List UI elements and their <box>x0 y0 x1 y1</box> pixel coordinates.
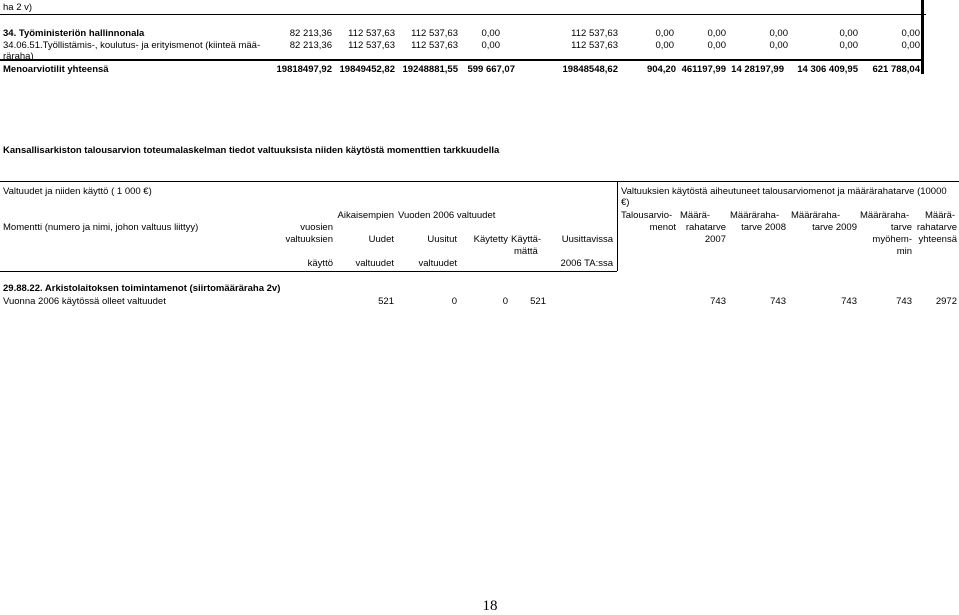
col-maara5-3: yhteensä <box>918 234 957 245</box>
col-vuoden-2006: Vuoden 2006 valtuudet <box>398 210 496 221</box>
cell-uusitut: 0 <box>502 296 508 307</box>
col-maara3-2: tarve 2009 <box>812 222 857 233</box>
cell: 0,00 <box>839 28 858 39</box>
cell: 19849452,82 <box>339 64 395 75</box>
top-note: ha 2 v) <box>3 2 33 13</box>
col-aikaisempien-4: käyttö <box>307 258 333 269</box>
table1-right-border <box>921 0 924 74</box>
cell-kaytetty: 521 <box>530 296 546 307</box>
cell: 461197,99 <box>681 64 726 75</box>
cell: 0,00 <box>655 28 674 39</box>
col-maara4-4: min <box>896 246 912 257</box>
cell: 0,00 <box>839 40 858 51</box>
col-moment: Momentti (numero ja nimi, johon valtuus liittyy) <box>3 222 199 233</box>
cell: 599 667,07 <box>467 64 515 75</box>
row-label: 34.06.51.Työllistämis-, koulutus- ja erityismenot (kiinteä mää- <box>3 40 261 51</box>
cell: 112 537,63 <box>571 40 618 51</box>
cell: 19248881,55 <box>402 64 458 75</box>
table2-header-bottom <box>0 271 617 272</box>
col-maara4-2: tarve <box>890 222 912 233</box>
col-aikaisempien: Aikaisempien <box>337 210 394 221</box>
col-kayttamatta-2: mättä <box>514 246 538 257</box>
cell: 112 537,63 <box>411 40 458 51</box>
cell: 0,00 <box>769 28 788 39</box>
col-talousarvio: Talousarvio- <box>621 210 673 221</box>
cell: 0,00 <box>769 40 788 51</box>
col-uudet: Uudet <box>368 234 394 245</box>
cell: 112 537,63 <box>348 28 395 39</box>
col-maara3: Määräraha- <box>791 210 841 221</box>
col-uudet-2: valtuudet <box>355 258 394 269</box>
cell: 112 537,63 <box>571 28 618 39</box>
cell: 0,00 <box>707 40 726 51</box>
cell: 0,00 <box>901 28 920 39</box>
cell: 82 213,36 <box>289 40 332 51</box>
table2-top-border <box>0 181 959 182</box>
col-aikaisempien-3: valtuuksien <box>285 234 333 245</box>
cell: 0,00 <box>481 40 500 51</box>
table1-total-divider <box>0 59 924 61</box>
col-maara2-2: tarve 2008 <box>741 222 786 233</box>
col-maara5: Määrä- <box>925 210 956 221</box>
col-maara4: Määräraha- <box>860 210 910 221</box>
group-title: 29.88.22. Arkistolaitoksen toimintamenot (siirtomääräraha 2v) <box>3 283 281 294</box>
cell-uudet: 0 <box>451 296 457 307</box>
right-header: Valtuuksien käytöstä aiheutuneet talousarviomenot ja määrärahatarve (10000 €) <box>621 186 947 208</box>
page-number: 18 <box>482 598 498 614</box>
col-maara2: Määräraha- <box>730 210 780 221</box>
cell: 112 537,63 <box>348 40 395 51</box>
cell: 19818497,92 <box>276 64 332 75</box>
cell: 14 28197,99 <box>731 64 784 75</box>
cell: 904,20 <box>646 64 676 75</box>
cell-maara4: 2972 <box>935 296 957 307</box>
col-talousarvio-2: menot <box>649 222 676 233</box>
cell-maara2: 743 <box>841 296 857 307</box>
col-uusitut-2: valtuudet <box>418 258 457 269</box>
row-label: Vuonna 2006 käytössä olleet valtuudet <box>3 296 166 307</box>
cell: 0,00 <box>655 40 674 51</box>
col-maara1-2: rahatarve <box>685 222 726 233</box>
cell: 112 537,63 <box>411 28 458 39</box>
cell-talousarvio: 743 <box>710 296 726 307</box>
cell: 0,00 <box>707 28 726 39</box>
col-kayttamatta: Käyttä- <box>511 234 542 245</box>
cell-maara3: 743 <box>896 296 912 307</box>
total-label: Menoarviotilit yhteensä <box>3 64 109 75</box>
cell: 0,00 <box>481 28 500 39</box>
section-title: Kansallisarkiston talousarvion toteumalaskelman tiedot valtuuksista niiden käytöstä momenttien tarkkuudella <box>3 145 500 156</box>
col-maara4-3: myöhem- <box>872 234 912 245</box>
col-talousarvio-3: 2007 <box>704 234 726 245</box>
col-uusittavissa: Uusittavissa <box>561 234 613 245</box>
left-header: Valtuudet ja niiden käyttö ( 1 000 €) <box>3 186 152 197</box>
row-label-continued: räraha) <box>3 51 34 62</box>
cell: 82 213,36 <box>289 28 332 39</box>
col-maara5-2: rahatarve <box>916 222 957 233</box>
cell-aikaisempien: 521 <box>378 296 394 307</box>
col-uusittavissa-2: 2006 TA:ssa <box>560 258 613 269</box>
cell-maara1: 743 <box>770 296 786 307</box>
cell: 0,00 <box>901 40 920 51</box>
row-label: 34. Työministeriön hallinnonala <box>3 28 145 39</box>
col-kaytetty: Käytetty <box>473 234 508 245</box>
table2-split-line <box>617 181 618 271</box>
cell: 14 306 409,95 <box>797 64 858 75</box>
col-maara1: Määrä- <box>680 210 711 221</box>
cell: 19848548,62 <box>562 64 618 75</box>
table1-top-border <box>0 14 926 15</box>
col-uusitut: Uusitut <box>427 234 457 245</box>
cell: 621 788,04 <box>872 64 920 75</box>
col-aikaisempien-2: vuosien <box>300 222 333 233</box>
